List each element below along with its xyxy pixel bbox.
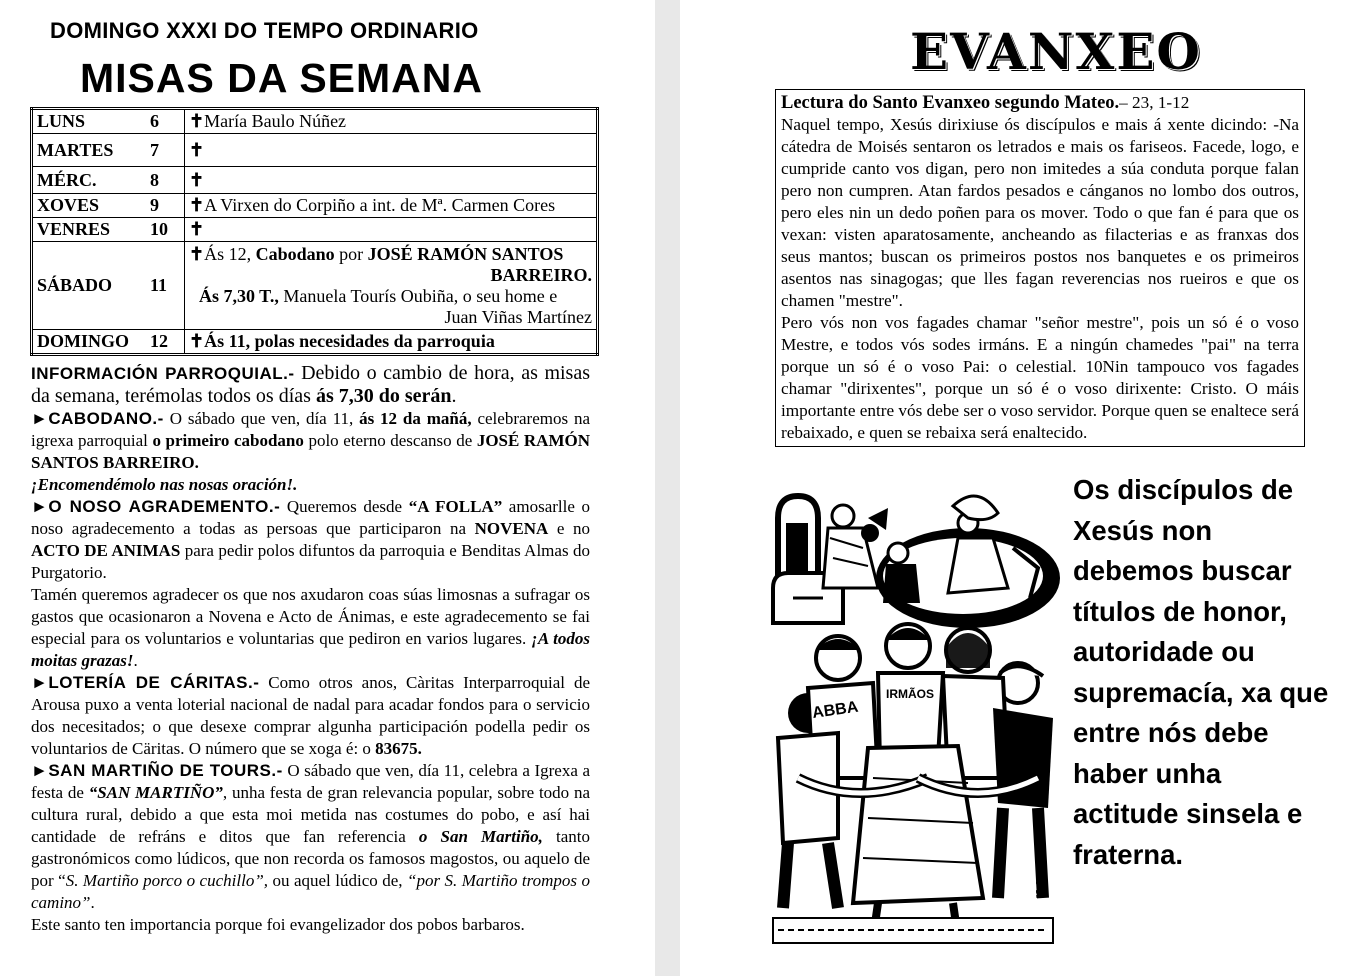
day-name: SÁBADO [37, 275, 113, 295]
info-lottery: ►LOTERÍA DE CÁRITAS.- Como otros anos, Càritas Interparroquial de Arousa puxo a venta loterial nacional de nadal para acadar fondos para o servicio dos necesitados; o que desexe comprar algunha participación podella pedir os voluntarios de Cäritas. O número que se xoga é: o 83675. [31, 673, 590, 758]
info-san-martino-2: Este santo ten importancia porque foi evangelizador dos pobos barbaros. [31, 915, 525, 934]
info-cabodano: ►CABODANO.- O sábado que ven, día 11, ás 12 da mañá, celebraremos na igrexa parroquial o primeiro cabodano polo eterno descanso de JOSÉ RAMÓN SANTOS BARREIRO. [31, 409, 590, 472]
artist-signature: CERESO BARREIRO '13 [1034, 808, 1043, 899]
cross-icon: ✝ [189, 331, 205, 351]
cross-icon: ✝ [189, 169, 205, 190]
cross-icon: ✝ [189, 243, 205, 264]
mass-intention: A Virxen do Corpiño a int. de Mª. Carmen Cores [204, 195, 556, 215]
mass-intention-2-cont: Juan Viñas Martínez [444, 306, 592, 327]
day-number: 10 [150, 219, 168, 239]
mass-intention: Ás 11, polas necesidades da parroquia [204, 331, 495, 351]
reflection-text: Os discípulos de Xesús non debemos buscar títulos de honor, autoridade ou supremacía, xa que entre nós debe haber unha actitude sinsela e fraterna. [1073, 474, 1329, 870]
table-row [32, 134, 598, 167]
day-number: 7 [150, 139, 159, 160]
day-number: 6 [150, 111, 159, 131]
gospel-reference: – 23, 1-12 [1119, 93, 1190, 112]
mass-intention-cont: BARREIRO. [490, 264, 592, 285]
page-title: MISAS DA SEMANA [80, 55, 483, 101]
cross-icon: ✝ [189, 219, 205, 239]
day-number: 12 [150, 331, 168, 351]
right-page [680, 0, 1349, 976]
day-name: LUNS [37, 111, 86, 131]
day-number: 8 [150, 169, 159, 190]
shirt-label-irmaos: IRMÃOS [886, 687, 934, 701]
table-row [32, 218, 598, 242]
sunday-header: DOMINGO XXXI DO TEMPO ORDINARIO [50, 18, 479, 43]
gospel-paragraph: Pero vós non vos fagades chamar "señor mestre", pois un só é o voso Mestre, e todos vós sodes irmáns. E a ningún chamedes "pai" na terra porque un só é o voso Pai: o celestial. 10Nin tampouco vos fagades chamar "dirixentes", porque un só é o voso dirixente: Cristo. O máis importante entre vós debe ser o voso servidor. Porque quen se enaltece será rebaixado, e quen se rebaixa será enaltecido. [781, 313, 1299, 442]
day-name: MARTES [37, 139, 114, 160]
info-thanks-2: Tamén queremos agradecer os que nos axudaron coas súas limosnas a sufragar os gastos que ocasionaron a Novena e Acto de Ánimas, e este agradecemento se fai especial para os voluntarios e voluntarias que pediron en varios lugares. ¡A todos moitas grazas!. [31, 585, 590, 670]
cross-icon: ✝ [189, 111, 205, 131]
table-row [32, 109, 598, 134]
table-row [32, 167, 598, 194]
mass-intention-2: Ás 7,30 T., Manuela Tourís Oubiña, o seu home e [199, 285, 558, 306]
info-schedule: INFORMACIÓN PARROQUIAL.- Debido o cambio de hora, as misas da semana, terémolas todos os días ás 7,30 do serán. [31, 362, 590, 407]
day-name: DOMINGO [37, 331, 129, 351]
day-name: XOVES [37, 195, 100, 215]
day-number: 11 [150, 275, 168, 295]
info-prayer: ¡Encomendémolo nas nosas oración!. [31, 475, 298, 494]
day-number: 9 [150, 195, 159, 215]
gospel-header: EVANXEO [910, 22, 1202, 81]
mass-intention: ✝Ás 12, Cabodano por JOSÉ RAMÓN SANTOS [189, 243, 564, 264]
info-thanks: ►O NOSO AGRADEMENTO.- Queremos desde “A FOLLA” amosarlle o noso agradecemento a todas as persoas que participaron na NOVENA e no ACTO DE ANIMAS para pedir polos difuntos da parroquia e Benditas Almas do Purgatorio. [31, 497, 591, 582]
table-row [32, 330, 598, 355]
day-name: VENRES [37, 219, 111, 239]
info-san-martino: ►SAN MARTIÑO DE TOURS.- O sábado que ven, día 11, celebra a Igrexa a festa de “SAN MARTIÑO”, unha festa de gran relevancia popular, sobre todo na cultura rural, debido a que esta moi metida nas costumes do pobo, e así hai cantidade de refráns e ditos que fan referencia o San Martiño, tanto gastronómicos como lúdicos, que non recorda os famosos magostos, ou aquelo de por “S. Martiño porco o cuchillo”, ou aquel lúdico de, “por S. Martiño trompos o camino”. [31, 761, 590, 912]
parish-information [31, 362, 590, 936]
fraternity-illustration [768, 478, 1060, 948]
cross-icon: ✝ [189, 139, 205, 160]
cross-icon: ✝ [189, 195, 205, 215]
gospel-paragraph: Naquel tempo, Xesús dirixiuse ós discípulos e mais á xente dicindo: -Na cátedra de Moisés sentaron os letrados e mais os fariseos. Facede, logo, e cumpride canto vos digan, pero non imitedes a súa conduta porque falan pero non cumpren. Atan fardos pesados e cánganos no lombo dos outros, pero eles nin un dedo poñen para os mover. Todo o que fan é para que os vexan: visten aparatosamente, ancheando as filacterias e as franxas dos seus mantos; buscan os primeiros postos nos banquetes e os primeiros asentos nas sinagogas; que lles fagan reverencias nos rueiros e que os chamen "mestre". [781, 115, 1299, 310]
shirt-label-abba: ABBA [811, 698, 860, 722]
left-page [0, 0, 655, 976]
day-name: MÉRC. [37, 169, 97, 190]
mass-intention: María Baulo Núñez [204, 111, 347, 131]
table-row [32, 194, 598, 218]
gospel-title: Lectura do Santo Evanxeo segundo Mateo. [781, 93, 1120, 113]
table-row [32, 242, 598, 330]
gospel-reading [775, 89, 1305, 447]
masses-table [30, 107, 599, 356]
